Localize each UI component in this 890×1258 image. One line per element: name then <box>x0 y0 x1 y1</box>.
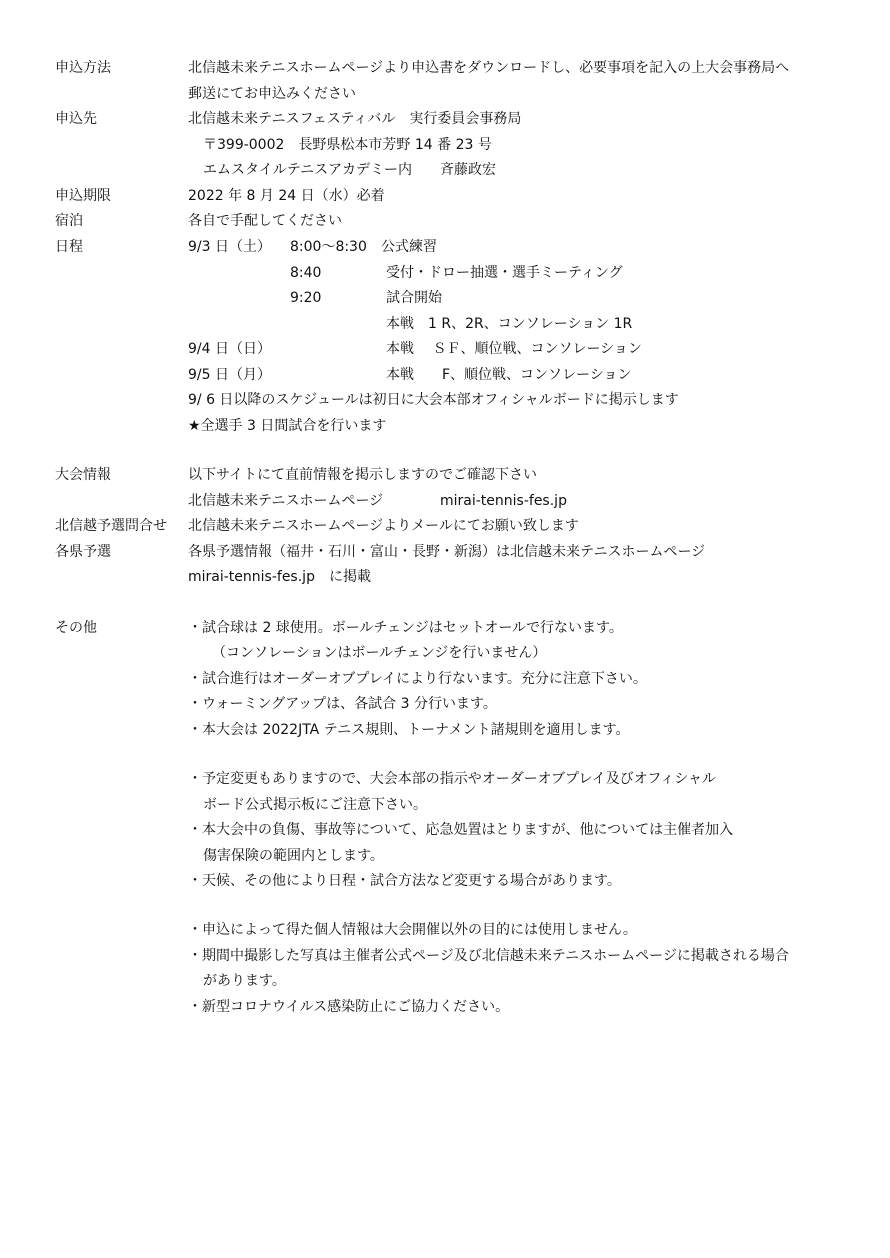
schedule-day1: 9/3 日（土） <box>188 239 271 255</box>
application-label: 申込方法 <box>55 60 111 76</box>
destination-org: 北信越未来テニスフェスティバル 実行委員会事務局 <box>188 111 522 127</box>
schedule-day2-event: 本戦 ＳＦ、順位戦、コンソレーション <box>386 341 642 357</box>
other-line-6: ・予定変更もありますので、大会本部の指示やオーダーオブプレイ及びオフィシャル <box>188 771 716 787</box>
lodging-text: 各自で手配してください <box>188 213 342 229</box>
info-text: 以下サイトにて直前情報を掲示しますのでご確認下さい <box>188 467 538 483</box>
schedule-time-1: 8:00～8:30 <box>290 239 367 255</box>
schedule-event-3: 試合開始 <box>386 290 442 306</box>
schedule-event-2: 受付・ドロー抽選・選手ミーティング <box>386 265 623 281</box>
other-line-5: ・本大会は 2022JTA テニス規則、トーナメント諸規則を適用します。 <box>188 722 630 738</box>
lodging-label: 宿泊 <box>55 213 83 229</box>
application-text-1: 北信越未来テニスホームページより申込書をダウンロードし、必要事項を記入の上大会事務局へ <box>188 60 790 76</box>
info-label: 大会情報 <box>55 467 111 483</box>
info-site-name: 北信越未来テニスホームページ <box>188 493 384 509</box>
other-label: その他 <box>55 620 97 636</box>
schedule-day2: 9/4 日（日） <box>188 341 271 357</box>
schedule-label: 日程 <box>55 239 83 255</box>
other-line-1: ・試合球は 2 球使用。ボールチェンジはセットオールで行ないます。 <box>188 620 623 636</box>
other-line-14: ・新型コロナウイルス感染防止にご協力ください。 <box>188 999 510 1015</box>
prelims-text-2: mirai-tennis-fes.jp に掲載 <box>188 569 371 585</box>
destination-contact: エムスタイルテニスアカデミー内 斉藤政宏 <box>203 162 497 178</box>
schedule-event-4: 本戦 1 R、2R、コンソレーション 1R <box>386 316 633 332</box>
schedule-day3: 9/5 日（月） <box>188 367 271 383</box>
prelims-text-1: 各県予選情報（福井・石川・富山・長野・新潟）は北信越未来テニスホームページ <box>188 544 706 560</box>
other-line-4: ・ウォーミングアップは、各試合 3 分行います。 <box>188 696 497 712</box>
info-url: mirai-tennis-fes.jp <box>440 493 567 509</box>
other-line-8: ・本大会中の負傷、事故等について、応急処置はとりますが、他については主催者加入 <box>188 822 734 838</box>
other-line-3: ・試合進行はオーダーオブプレイにより行ないます。充分に注意下さい。 <box>188 671 647 687</box>
schedule-note-2: ★全選手 3 日間試合を行います <box>188 418 387 434</box>
other-line-10: ・天候、その他により日程・試合方法など変更する場合があります。 <box>188 873 621 889</box>
destination-label: 申込先 <box>55 111 97 127</box>
other-line-2: （コンソレーションはボールチェンジを行いません） <box>212 645 547 661</box>
schedule-time-2: 8:40 <box>290 265 322 281</box>
other-line-11: ・申込によって得た個人情報は大会開催以外の目的には使用しません。 <box>188 922 637 938</box>
schedule-day3-event: 本戦 F、順位戦、コンソレーション <box>386 367 632 383</box>
other-line-13: があります。 <box>203 973 286 989</box>
destination-address: 〒399-0002 長野県松本市芳野 14 番 23 号 <box>203 137 492 153</box>
application-text-2: 郵送にてお申込みください <box>188 86 356 102</box>
other-line-12: ・期間中撮影した写真は主催者公式ページ及び北信越未来テニスホームページに掲載される場合 <box>188 948 789 964</box>
schedule-event-1: 公式練習 <box>381 239 437 255</box>
other-line-9: 傷害保険の範囲内とします。 <box>203 848 384 864</box>
deadline-text: 2022 年 8 月 24 日（水）必着 <box>188 188 385 204</box>
deadline-label: 申込期限 <box>55 188 111 204</box>
inquiry-label: 北信越予選問合せ <box>55 518 167 534</box>
other-line-7: ボード公式掲示板にご注意下さい。 <box>203 797 427 813</box>
prelims-label: 各県予選 <box>55 544 111 560</box>
schedule-time-3: 9:20 <box>290 290 322 306</box>
inquiry-text: 北信越未来テニスホームページよりメールにてお願い致します <box>188 518 579 534</box>
schedule-note-1: 9/ 6 日以降のスケジュールは初日に大会本部オフィシャルボードに掲示します <box>188 392 679 408</box>
